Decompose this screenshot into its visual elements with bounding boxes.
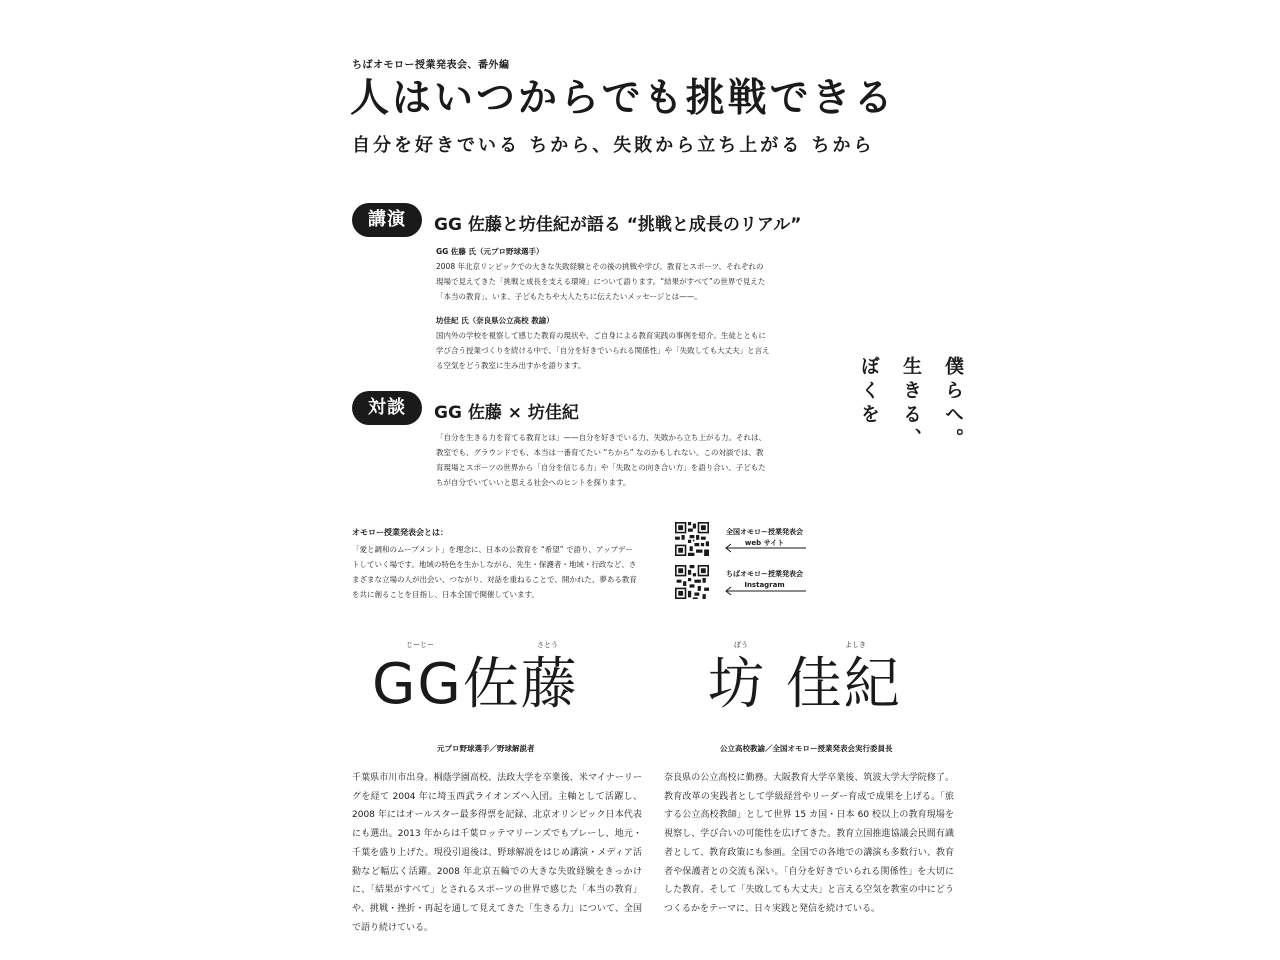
speaker1-text: 2008 年北京リンピックでの大きな失敗経験とその後の挑戦や学び。教育とスポーツ、それぞれの現場で見えてきた「挑戦と成長を支える環境」について語ります。“結果がすべて”の世界で見えた「本当の教育」、いま、子どもたちや大人たちに伝えたいメッセージとは——。 — [436, 262, 766, 301]
profile-role: 元プロ野球選手／野球解説者 — [437, 744, 535, 753]
dialogue-text: 「自分を生きる力を育てる教育とは」——自分を好きでいる力、失敗から立ち上がる力。それは、教室でも、グラウンドでも、本当は一番育てたい “ちから” なのかもしれない。この対談では、教育現場とスポーツの世界から「自分を信じる力」や「失敗との向き合い方」を語り合い、子どもたちが自分でいていいと思える社会へのヒントを探ります。 — [436, 433, 766, 487]
dialogue-title: GG 佐藤 × 坊佳紀 — [434, 403, 579, 423]
about-heading: オモロー授業発表会とは： — [352, 528, 448, 537]
speaker1-name: GG 佐藤 氏（元プロ野球選手） — [436, 247, 544, 256]
profile-name: GG佐藤 — [372, 652, 579, 717]
arrow-left-icon — [725, 543, 807, 553]
name-ruby: よしき — [845, 641, 866, 649]
name-ruby: ぼう — [734, 641, 748, 649]
name-ruby: さとう — [537, 641, 558, 649]
eyebrow: ちばオモロー授業発表会、番外編 — [352, 60, 510, 71]
name-ruby: じーじー — [406, 641, 434, 649]
vertical-tagline — [848, 356, 974, 476]
website-link-line1: 全国オモロー授業発表会 — [726, 528, 803, 536]
dialogue-badge: 対談 — [352, 391, 422, 425]
page-title: 人はいつからでも挑戦できる — [350, 76, 896, 121]
speaker2-text: 国内外の学校を視察して感じた教育の現状や、ご自身による教育実践の事例を紹介。生徒とともに学び合う授業づくりを続ける中で、「自分を好きでいられる関係性」や「失敗しても大丈夫」と言える空気をどう教室に生み出すかを語ります。 — [436, 331, 770, 370]
profile-bio: 奈良県の公立高校に勤務。大阪教育大学卒業後、筑波大学大学院修了。教育改革の実践者として学級経営やリーダー育成で成果を上げる。「旅する公立高校教師」として世界 15 カ国・日本 60 校以上の教育現場を視察し、学び合いの可能性を広げてきた。教育立国推進協議会民間有識者として、教育政策にも参画。全国での各地での講演も多数行い、教育者や保護者との交流も深い。「自分を好きでいられる関係性」を大切にした教育、そして「失敗しても大丈夫」と言える空気を教室の中にどうつくるかをテーマに、日々実践と発信を続けている。 — [664, 773, 954, 914]
profile-bio: 千葉県市川市出身。桐蔭学園高校、法政大学を卒業後、米マイナーリーグを経て 2004 年に埼玉西武ライオンズへ入団。主軸として活躍し、2008 年にはオールスター最多得票を記録、北京オリンピック日本代表にも選出。2013 年からは千葉ロッテマリーンズでもプレーし、地元・千葉を盛り上げた。現役引退後は、野球解説をはじめ講演・メディア活動など幅広く活躍。2008 年北京五輪での大きな失敗経験をきっかけに、「結果がすべて」とされるスポーツの世界で感じた「本当の教育」や、挑戦・挫折・再起を通して見えてきた「生きる力」について、全国で語り続けている。 — [352, 773, 642, 933]
page-subtitle: 自分を好きでいる ちから、失敗から立ち上がる ちから — [352, 135, 875, 156]
lecture-title: GG 佐藤と坊佳紀が語る “挑戦と成長のリアル” — [434, 215, 802, 235]
speaker2-name: 坊佳紀 氏（奈良県公立高校 教諭） — [436, 316, 554, 325]
profile-name: 坊 佳紀 — [708, 652, 902, 717]
qr-code-icon[interactable] — [675, 522, 709, 556]
lecture-badge: 講演 — [352, 203, 422, 237]
tagline-line-1: ぼくを — [858, 356, 880, 428]
instagram-link-line2: Instagram — [744, 581, 785, 589]
website-link-line2: web サイト — [744, 539, 785, 547]
tagline-line-3: 僕らへ。 — [942, 356, 964, 452]
arrow-left-icon — [725, 586, 807, 596]
profile-role: 公立高校教諭／全国オモロー授業発表会実行委員長 — [720, 744, 893, 753]
tagline-line-2: 生きる、 — [900, 356, 922, 452]
instagram-link-line1: ちばオモロー授業発表会 — [726, 570, 803, 578]
about-text: 「愛と調和のムーブメント」を理念に、日本の公教育を “希望” で語り、アップデートしていく場です。地域の特色を生かしながら、先生・保護者・地域・行政など、さまざまな立場の人が出会い、つながり、対話を重ねることで、開かれた、夢ある教育を共に創ることを目指し、日本全国で開催しています。 — [352, 545, 637, 599]
qr-code-icon[interactable] — [675, 565, 709, 599]
